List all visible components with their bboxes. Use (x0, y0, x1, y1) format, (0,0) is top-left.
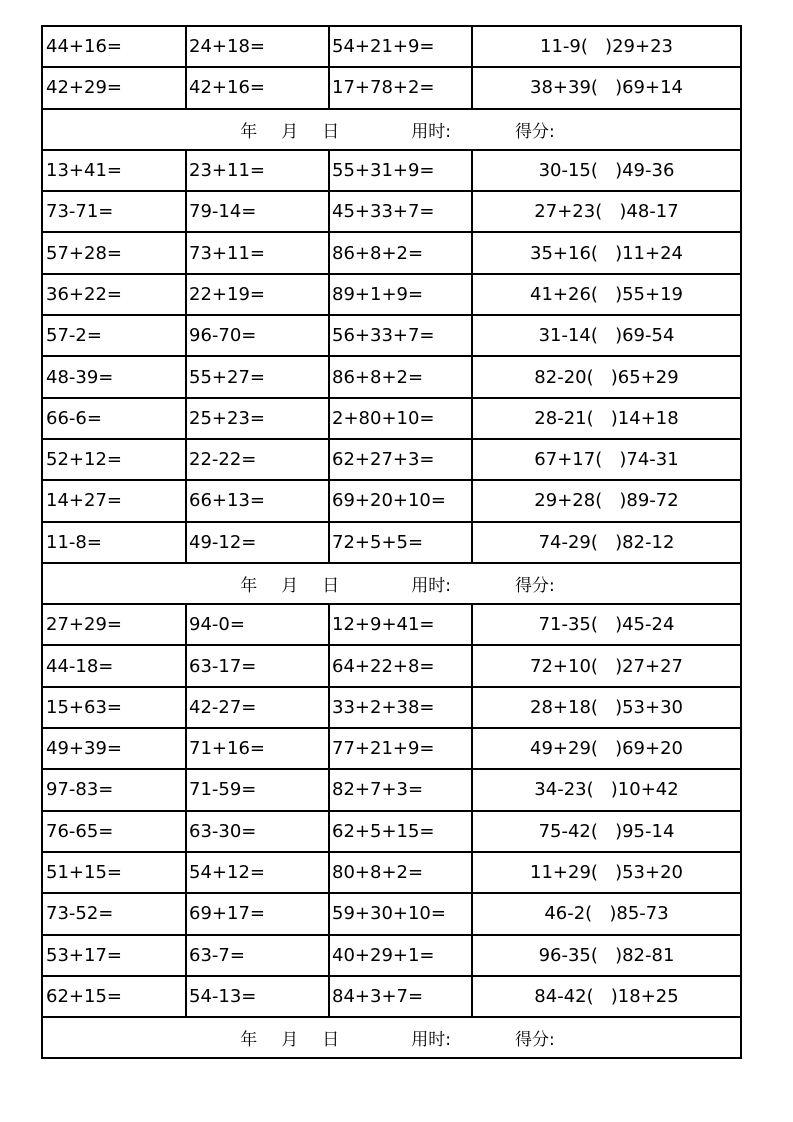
three-term-problem-cell (329, 67, 472, 108)
problem-text: 71+16= (189, 738, 265, 760)
three-term-problem-cell (329, 769, 472, 810)
comparison-problem-cell (472, 852, 741, 893)
problem-text: 30-15( )49-36 (538, 160, 675, 182)
problem-text: 34-23( )10+42 (534, 779, 679, 801)
problem-text: 73-52= (46, 903, 114, 925)
problem-text: 42+29= (46, 77, 122, 99)
addition-problem-cell (186, 356, 329, 397)
addition-problem-cell (186, 811, 329, 852)
three-term-problem-cell (329, 232, 472, 273)
addition-problem-cell (186, 687, 329, 728)
worksheet-body (42, 26, 741, 1058)
three-term-problem-cell (329, 893, 472, 934)
problem-text: 14+27= (46, 490, 122, 512)
problem-text: 73+11= (189, 242, 265, 264)
problem-text: 24+18= (189, 36, 265, 58)
problem-text: 49-12= (189, 531, 257, 553)
problem-row (42, 687, 741, 728)
problem-text: 80+8+2= (332, 862, 424, 884)
score-label: 得分: (515, 1030, 555, 1051)
worksheet-table (41, 25, 742, 1059)
addition-problem-cell (42, 26, 186, 67)
three-term-problem-cell (329, 26, 472, 67)
problem-text: 44-18= (46, 655, 114, 677)
addition-problem-cell (186, 232, 329, 273)
addition-problem-cell (42, 150, 186, 191)
addition-problem-cell (186, 935, 329, 976)
problem-row (42, 935, 741, 976)
three-term-problem-cell (329, 439, 472, 480)
addition-problem-cell (42, 191, 186, 232)
problem-row (42, 480, 741, 521)
problem-text: 33+2+38= (332, 696, 435, 718)
addition-problem-cell (42, 356, 186, 397)
problem-row (42, 398, 741, 439)
three-term-problem-cell (329, 645, 472, 686)
addition-problem-cell (42, 769, 186, 810)
problem-text: 41+26( )55+19 (530, 283, 683, 305)
comparison-problem-cell (472, 356, 741, 397)
addition-problem-cell (42, 728, 186, 769)
comparison-problem-cell (472, 67, 741, 108)
day-label: 日 (322, 121, 340, 142)
comparison-problem-cell (472, 439, 741, 480)
problem-text: 49+39= (46, 738, 122, 760)
problem-text: 22-22= (189, 449, 257, 471)
date-score-header-row (42, 1017, 741, 1058)
problem-text: 63-7= (189, 944, 245, 966)
problem-row (42, 769, 741, 810)
problem-text: 27+29= (46, 614, 122, 636)
addition-problem-cell (186, 439, 329, 480)
time-used-label: 用时: (411, 121, 451, 142)
problem-row (42, 315, 741, 356)
addition-problem-cell (186, 480, 329, 521)
problem-text: 22+19= (189, 283, 265, 305)
problem-text: 12+9+41= (332, 614, 435, 636)
problem-text: 77+21+9= (332, 738, 435, 760)
comparison-problem-cell (472, 604, 741, 645)
problem-text: 28+18( )53+30 (530, 696, 683, 718)
addition-problem-cell (42, 976, 186, 1017)
addition-problem-cell (186, 150, 329, 191)
addition-problem-cell (186, 893, 329, 934)
problem-text: 38+39( )69+14 (530, 77, 683, 99)
problem-text: 69+20+10= (332, 490, 446, 512)
addition-problem-cell (42, 232, 186, 273)
problem-row (42, 893, 741, 934)
comparison-problem-cell (472, 645, 741, 686)
addition-problem-cell (186, 852, 329, 893)
problem-text: 27+23( )48-17 (534, 201, 679, 223)
problem-text: 54+21+9= (332, 36, 435, 58)
comparison-problem-cell (472, 150, 741, 191)
problem-text: 51+15= (46, 862, 122, 884)
comparison-problem-cell (472, 522, 741, 563)
year-label: 年 (240, 121, 258, 142)
comparison-problem-cell (472, 935, 741, 976)
three-term-problem-cell (329, 315, 472, 356)
problem-text: 54-13= (189, 985, 257, 1007)
addition-problem-cell (186, 274, 329, 315)
three-term-problem-cell (329, 687, 472, 728)
addition-problem-cell (42, 893, 186, 934)
problem-text: 25+23= (189, 407, 265, 429)
addition-problem-cell (186, 398, 329, 439)
time-used-label: 用时: (411, 576, 451, 596)
comparison-problem-cell (472, 811, 741, 852)
year-label: 年 (240, 576, 258, 596)
problem-text: 42-27= (189, 696, 257, 718)
problem-row (42, 976, 741, 1017)
comparison-problem-cell (472, 274, 741, 315)
comparison-problem-cell (472, 191, 741, 232)
problem-text: 2+80+10= (332, 407, 435, 429)
day-label: 日 (322, 576, 340, 596)
problem-row (42, 274, 741, 315)
problem-text: 71-35( )45-24 (538, 614, 675, 636)
comparison-problem-cell (472, 26, 741, 67)
date-score-header (240, 117, 554, 142)
problem-text: 64+22+8= (332, 655, 435, 677)
addition-problem-cell (186, 728, 329, 769)
problem-text: 31-14( )69-54 (538, 325, 675, 347)
problem-text: 69+17= (189, 903, 265, 925)
problem-text: 15+63= (46, 696, 122, 718)
problem-text: 74-29( )82-12 (538, 531, 675, 553)
three-term-problem-cell (329, 191, 472, 232)
problem-text: 54+12= (189, 862, 265, 884)
addition-problem-cell (186, 976, 329, 1017)
problem-text: 62+15= (46, 985, 122, 1007)
three-term-problem-cell (329, 522, 472, 563)
comparison-problem-cell (472, 893, 741, 934)
comparison-problem-cell (472, 976, 741, 1017)
three-term-problem-cell (329, 398, 472, 439)
problem-row (42, 356, 741, 397)
comparison-problem-cell (472, 687, 741, 728)
problem-text: 48-39= (46, 366, 114, 388)
month-label: 月 (281, 121, 299, 142)
problem-text: 36+22= (46, 283, 122, 305)
three-term-problem-cell (329, 728, 472, 769)
comparison-problem-cell (472, 480, 741, 521)
problem-text: 49+29( )69+20 (530, 738, 683, 760)
problem-text: 86+8+2= (332, 242, 424, 264)
addition-problem-cell (42, 522, 186, 563)
problem-text: 63-17= (189, 655, 257, 677)
problem-text: 84+3+7= (332, 985, 424, 1007)
three-term-problem-cell (329, 976, 472, 1017)
problem-text: 84-42( )18+25 (534, 985, 679, 1007)
three-term-problem-cell (329, 811, 472, 852)
problem-text: 52+12= (46, 449, 122, 471)
problem-text: 29+28( )89-72 (534, 490, 679, 512)
comparison-problem-cell (472, 232, 741, 273)
addition-problem-cell (42, 398, 186, 439)
comparison-problem-cell (472, 315, 741, 356)
problem-row (42, 150, 741, 191)
addition-problem-cell (42, 480, 186, 521)
problem-row (42, 728, 741, 769)
addition-problem-cell (186, 67, 329, 108)
problem-text: 35+16( )11+24 (530, 242, 683, 264)
comparison-problem-cell (472, 398, 741, 439)
problem-text: 44+16= (46, 36, 122, 58)
problem-text: 86+8+2= (332, 366, 424, 388)
time-used-label: 用时: (411, 1030, 451, 1051)
addition-problem-cell (186, 645, 329, 686)
problem-text: 59+30+10= (332, 903, 446, 925)
addition-problem-cell (42, 645, 186, 686)
year-label: 年 (240, 1030, 258, 1051)
addition-problem-cell (42, 315, 186, 356)
problem-row (42, 604, 741, 645)
problem-text: 57+28= (46, 242, 122, 264)
addition-problem-cell (186, 769, 329, 810)
addition-problem-cell (42, 811, 186, 852)
problem-text: 53+17= (46, 944, 122, 966)
date-score-header-row (42, 109, 741, 150)
three-term-problem-cell (329, 274, 472, 315)
problem-text: 66-6= (46, 407, 102, 429)
problem-text: 28-21( )14+18 (534, 407, 679, 429)
problem-text: 55+27= (189, 366, 265, 388)
comparison-problem-cell (472, 769, 741, 810)
problem-text: 40+29+1= (332, 944, 435, 966)
date-score-header (240, 1025, 554, 1050)
problem-row (42, 811, 741, 852)
addition-problem-cell (186, 26, 329, 67)
addition-problem-cell (42, 935, 186, 976)
problem-text: 72+5+5= (332, 531, 424, 553)
score-label: 得分: (515, 121, 555, 142)
problem-text: 57-2= (46, 325, 102, 347)
problem-text: 13+41= (46, 160, 122, 182)
problem-row (42, 191, 741, 232)
three-term-problem-cell (329, 150, 472, 191)
problem-text: 62+27+3= (332, 449, 435, 471)
addition-problem-cell (42, 852, 186, 893)
problem-row (42, 232, 741, 273)
date-score-header-row (42, 563, 741, 604)
date-score-header-cell (42, 1017, 741, 1058)
addition-problem-cell (42, 439, 186, 480)
problem-text: 73-71= (46, 201, 114, 223)
addition-problem-cell (42, 67, 186, 108)
day-label: 日 (322, 1030, 340, 1051)
addition-problem-cell (42, 687, 186, 728)
addition-problem-cell (186, 191, 329, 232)
problem-text: 67+17( )74-31 (534, 449, 679, 471)
problem-text: 82-20( )65+29 (534, 366, 679, 388)
three-term-problem-cell (329, 604, 472, 645)
problem-text: 11-9( )29+23 (540, 36, 673, 58)
problem-text: 11+29( )53+20 (530, 862, 683, 884)
problem-text: 23+11= (189, 160, 265, 182)
problem-text: 89+1+9= (332, 283, 424, 305)
problem-text: 96-70= (189, 325, 257, 347)
addition-problem-cell (186, 315, 329, 356)
problem-text: 46-2( )85-73 (544, 903, 669, 925)
problem-row (42, 522, 741, 563)
problem-text: 11-8= (46, 531, 102, 553)
three-term-problem-cell (329, 935, 472, 976)
three-term-problem-cell (329, 480, 472, 521)
problem-text: 55+31+9= (332, 160, 435, 182)
three-term-problem-cell (329, 852, 472, 893)
problem-row (42, 26, 741, 67)
problem-text: 75-42( )95-14 (538, 820, 675, 842)
problem-text: 94-0= (189, 614, 245, 636)
month-label: 月 (281, 1030, 299, 1051)
problem-text: 62+5+15= (332, 820, 435, 842)
date-score-header-cell (42, 109, 741, 150)
problem-text: 96-35( )82-81 (538, 944, 675, 966)
month-label: 月 (281, 576, 299, 596)
problem-row (42, 852, 741, 893)
problem-row (42, 645, 741, 686)
problem-text: 63-30= (189, 820, 257, 842)
problem-row (42, 67, 741, 108)
addition-problem-cell (186, 604, 329, 645)
comparison-problem-cell (472, 728, 741, 769)
score-label: 得分: (515, 576, 555, 596)
date-score-header-cell (42, 563, 741, 604)
addition-problem-cell (186, 522, 329, 563)
addition-problem-cell (42, 274, 186, 315)
problem-row (42, 439, 741, 480)
problem-text: 42+16= (189, 77, 265, 99)
date-score-header (240, 571, 554, 596)
problem-text: 79-14= (189, 201, 257, 223)
problem-text: 71-59= (189, 779, 257, 801)
problem-text: 82+7+3= (332, 779, 424, 801)
problem-text: 17+78+2= (332, 77, 435, 99)
problem-text: 66+13= (189, 490, 265, 512)
problem-text: 72+10( )27+27 (530, 655, 683, 677)
three-term-problem-cell (329, 356, 472, 397)
addition-problem-cell (42, 604, 186, 645)
problem-text: 76-65= (46, 820, 114, 842)
problem-text: 45+33+7= (332, 201, 435, 223)
problem-text: 97-83= (46, 779, 114, 801)
problem-text: 56+33+7= (332, 325, 435, 347)
